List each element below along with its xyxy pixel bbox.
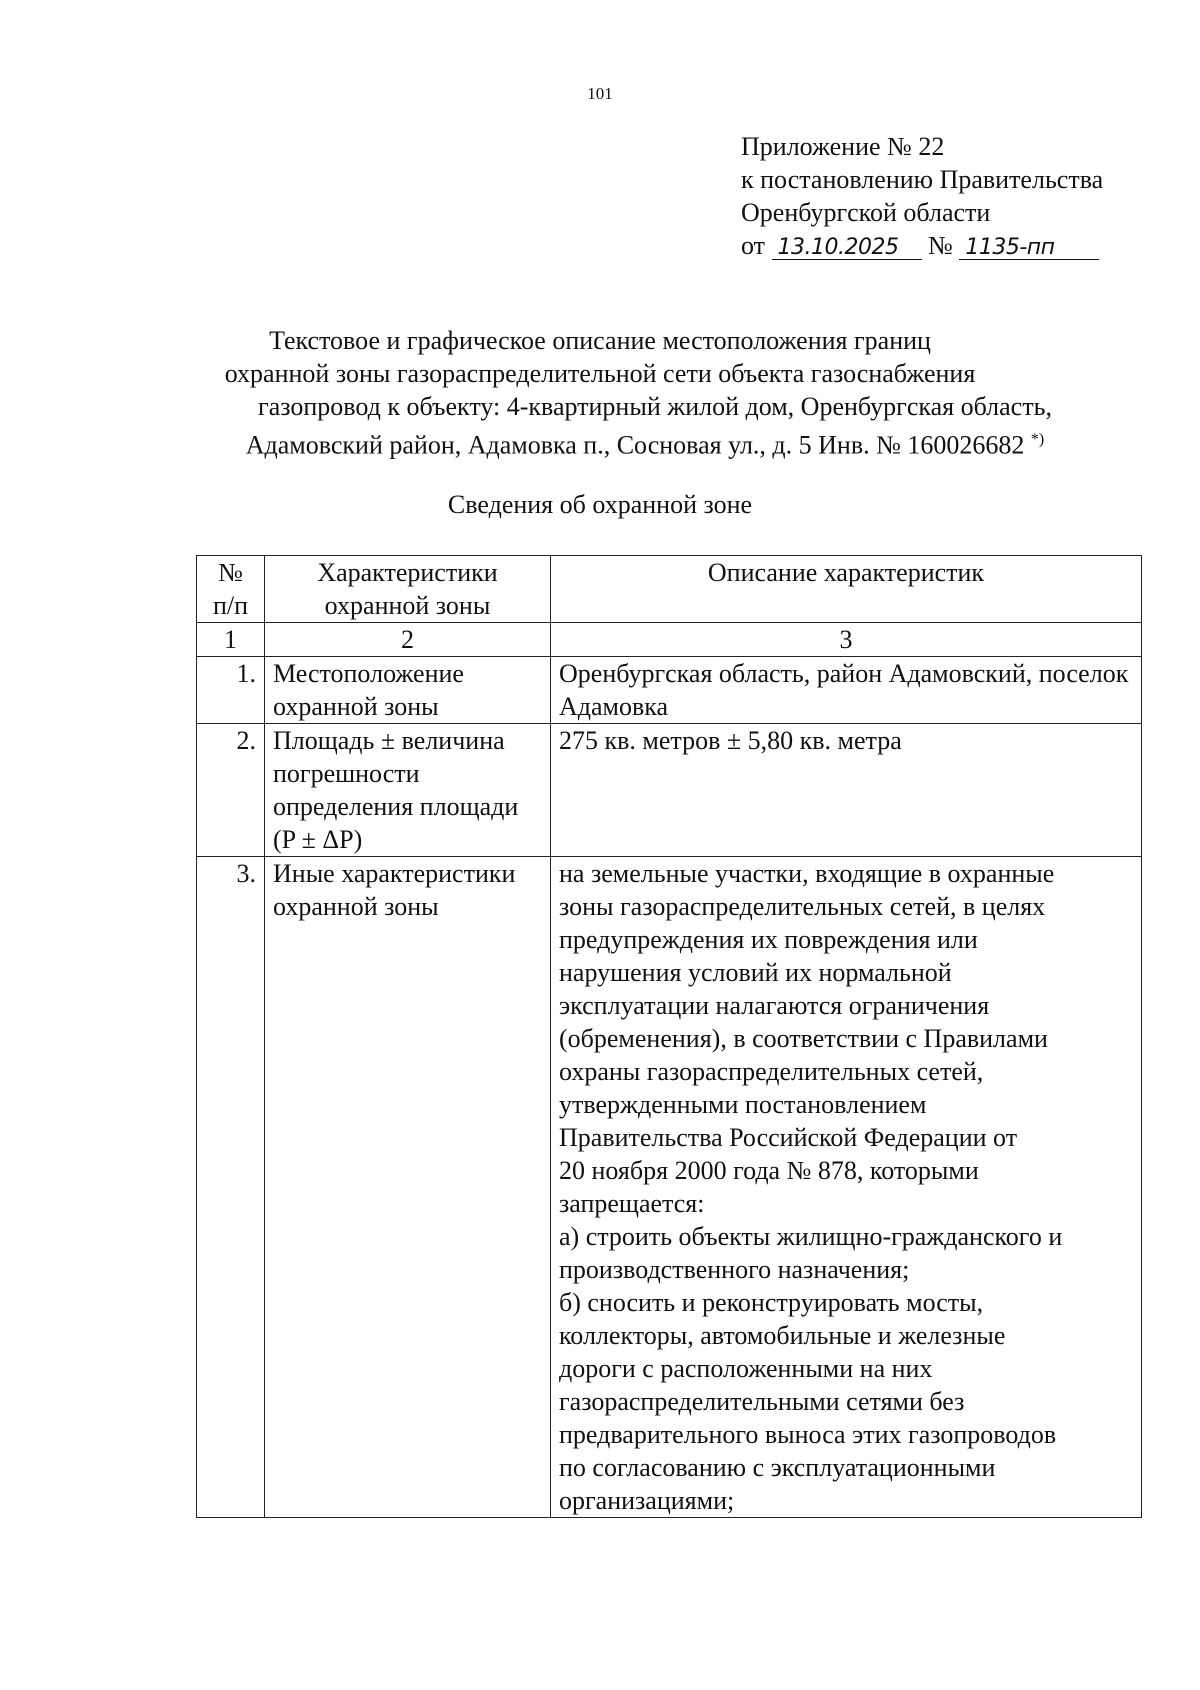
table-row	[197, 857, 1142, 1518]
row-characteristic: Площадь ± величина погрешности определения площади (P ± ΔP)	[265, 724, 551, 857]
appendix-block	[741, 130, 1103, 262]
row-number: 3.	[197, 857, 265, 1518]
description-line: а) строить объекты жилищно-гражданского и	[559, 1222, 1063, 1251]
description-line: 20 ноября 2000 года № 878, которыми	[559, 1156, 979, 1185]
description-line: по согласованию с эксплуатационными	[559, 1453, 996, 1482]
description-line: охраны газораспределительных сетей,	[559, 1057, 984, 1086]
description-line: газораспределительными сетями без	[559, 1387, 965, 1416]
number-label: №	[928, 231, 953, 260]
header-characteristic: Характеристики охранной зоны	[265, 556, 551, 623]
table-row	[197, 657, 1142, 724]
description-line: эксплуатации налагаются ограничения	[559, 991, 990, 1020]
appendix-line-4	[741, 229, 1103, 262]
title-line-3: газопровод к объекту: 4-квартирный жилой дом, Оренбургская область,	[258, 392, 1052, 421]
row-description	[551, 857, 1142, 1518]
description-line: зоны газораспределительных сетей, в целях	[559, 892, 1046, 921]
header-description: Описание характеристик	[551, 556, 1142, 623]
description-line: запрещается:	[559, 1189, 705, 1218]
appendix-line-2: к постановлению Правительства	[741, 165, 1104, 194]
table-row	[197, 724, 1142, 857]
header-number: № п/п	[197, 556, 265, 623]
document-title	[0, 324, 1200, 462]
page-number: 101	[587, 84, 613, 103]
title-line-2: охранной зоны газораспределительной сети объекта газоснабжения	[224, 359, 976, 388]
title-line-4-text: Адамовский район, Адамовка п., Сосновая ул., д. 5 Инв. № 160026682	[245, 430, 1025, 460]
description-line: Правительства Российской Федерации от	[559, 1123, 1018, 1152]
description-line: предупреждения их повреждения или	[559, 925, 978, 954]
row-characteristic: Иные характеристики охранной зоны	[265, 857, 551, 1518]
table-header-row	[197, 556, 1142, 623]
row-number: 1.	[197, 657, 265, 724]
column-number: 1	[197, 623, 265, 657]
description-line: (обременения), в соответствии с Правилами	[559, 1024, 1048, 1053]
column-number: 3	[551, 623, 1142, 657]
section-title: Сведения об охранной зоне	[447, 490, 753, 519]
row-description: Оренбургская область, район Адамовский, поселок Адамовка	[551, 657, 1142, 724]
description-line: б) сносить и реконструировать мосты,	[559, 1288, 984, 1317]
description-line: организациями;	[559, 1486, 735, 1515]
description-line: на земельные участки, входящие в охранные	[559, 859, 1055, 888]
description-line: утвержденными постановлением	[559, 1090, 927, 1119]
description-line: нарушения условий их нормальной	[559, 958, 952, 987]
column-number: 2	[265, 623, 551, 657]
row-characteristic: Местоположение охранной зоны	[265, 657, 551, 724]
protection-zone-table	[196, 555, 1142, 1518]
column-number-row	[197, 623, 1142, 657]
description-line: дороги с расположенными на них	[559, 1354, 933, 1383]
description-line: коллекторы, автомобильные и железные	[559, 1321, 1006, 1350]
appendix-line-3: Оренбургской области	[741, 198, 991, 227]
row-number: 2.	[197, 724, 265, 857]
appendix-line-1: Приложение № 22	[741, 132, 945, 161]
handwritten-date: 13.10.2025	[772, 237, 922, 260]
title-line-1: Текстовое и графическое описание местоположения границ	[269, 326, 931, 355]
description-line: предварительного выноса этих газопроводов	[559, 1420, 1057, 1449]
description-line: производственного назначения;	[559, 1255, 910, 1284]
title-line-4	[0, 423, 1200, 462]
footnote-mark: *)	[1030, 431, 1045, 448]
handwritten-number: 1135-пп	[959, 237, 1099, 260]
row-description: 275 кв. метров ± 5,80 кв. метра	[551, 724, 1142, 857]
from-label: от	[741, 231, 766, 260]
